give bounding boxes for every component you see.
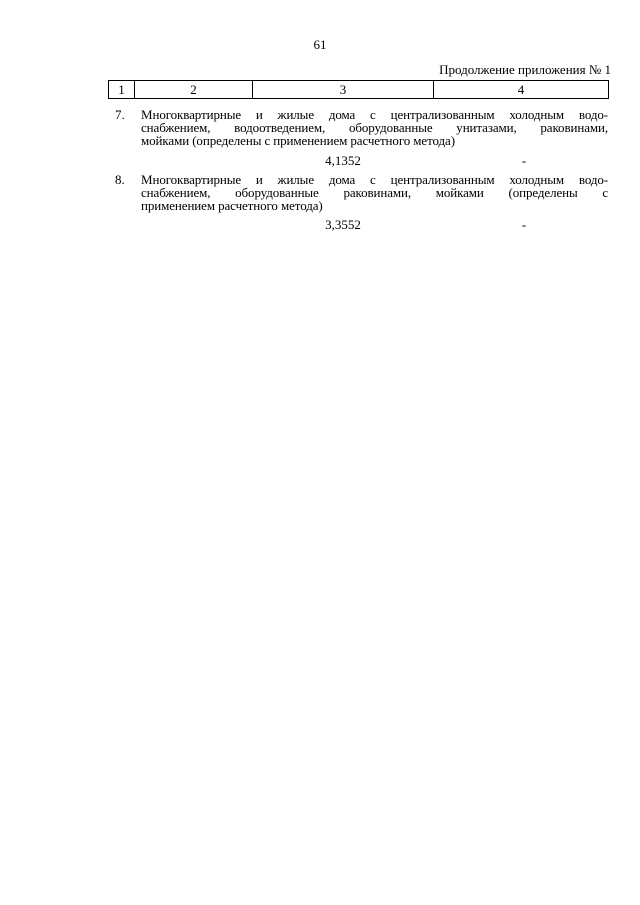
row-value: 4,1352	[325, 153, 361, 168]
row-description-line: Многоквартирные и жилые дома с централизованным холодным водо-	[141, 172, 608, 187]
row-description	[141, 108, 608, 147]
column-header-4: 4	[434, 81, 609, 99]
row-description	[141, 173, 608, 212]
column-header-2: 2	[135, 81, 253, 99]
row-number: 8.	[115, 172, 125, 187]
row-col4-value: -	[521, 153, 527, 168]
row-col4-value: -	[521, 217, 527, 232]
column-header-1: 1	[109, 81, 135, 99]
row-description-line: снабжением, водоотведением, оборудованные унитазами, раковинами,	[141, 120, 608, 135]
row-value: 3,3552	[325, 217, 361, 232]
row-description-line: Многоквартирные и жилые дома с централизованным холодным водо-	[141, 107, 608, 122]
continuation-label: Продолжение приложения № 1	[439, 62, 611, 77]
column-header-3: 3	[253, 81, 434, 99]
row-description-line: применением расчетного метода)	[141, 198, 323, 213]
row-description-line: мойками (определены с применением расчетного метода)	[141, 133, 455, 148]
row-number: 7.	[115, 107, 125, 122]
column-header-row	[108, 80, 609, 99]
row-description-line: снабжением, оборудованные раковинами, мойками (определены с	[141, 185, 608, 200]
page-number: 61	[313, 37, 327, 52]
